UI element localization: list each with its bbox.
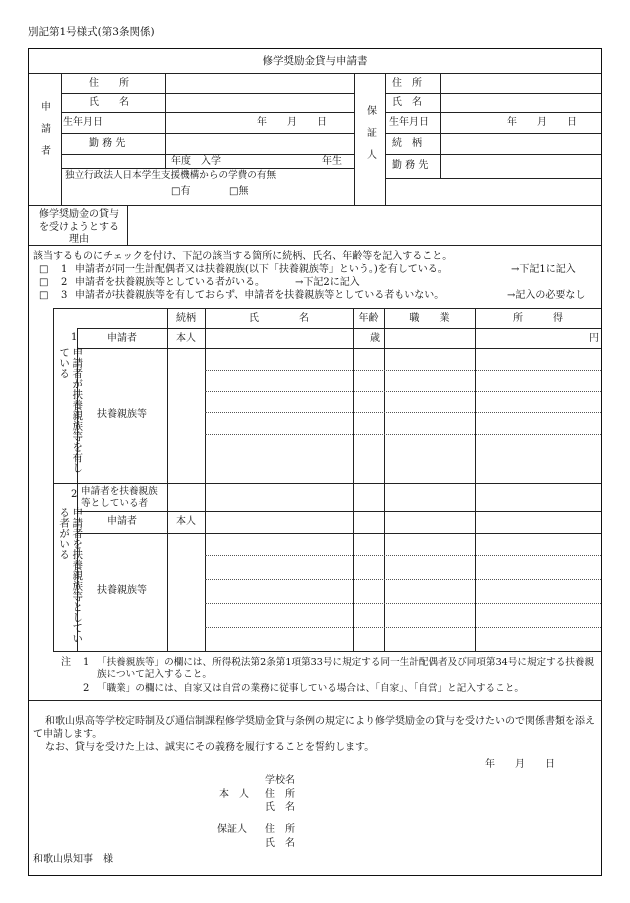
option-1-num: 1 [61, 264, 68, 275]
col-relation-header: 続柄 [176, 313, 196, 324]
option-3-arrow: →記入の必要なし [507, 290, 586, 301]
addressee: 和歌山県知事 様 [33, 854, 113, 865]
option-3-num: 3 [61, 290, 68, 301]
applicant-grade: 年生 [322, 156, 342, 167]
applicant-birth-label: 生年月日 [63, 117, 103, 128]
guarantor-sign-name-label: 氏 名 [265, 838, 295, 849]
applicant-section-label: 申請者 [38, 101, 50, 167]
option-1-arrow: →下記1に記入 [511, 264, 576, 275]
form-frame [28, 48, 602, 876]
applicant-name-label: 氏 名 [89, 97, 129, 108]
form-id: 別記第1号様式(第3条関係) [28, 26, 155, 38]
section1-label: 申請者が扶養親族等を有している [58, 347, 84, 473]
option-2-num: 2 [61, 277, 68, 288]
form-title: 修学奨励金貸与申請書 [262, 55, 368, 67]
self-label: 本 人 [219, 789, 249, 800]
section2-self: 本人 [176, 516, 196, 527]
note-1-num: 1 [83, 657, 90, 668]
section2-label: 申請者を扶養親族等としている者がいる [58, 507, 84, 644]
option-3-text: 申請者が扶養親族等を有しておらず、申請者を扶養親族等としている者もいない。 [75, 290, 445, 301]
reason-label: 修学奨励金の貸与を受けようとする理由 [39, 209, 119, 245]
jasso-no-checkbox[interactable]: □無 [229, 186, 249, 197]
jasso-label: 独立行政法人日本学生支援機構からの学費の有無 [65, 170, 277, 181]
declaration-p1: 和歌山県高等学校定時制及び通信制課程修学奨励金貸与条例の規定により修学奨励金の貸与を受けたいので関係書類を添えて申請します。 [33, 716, 595, 740]
self-name-label: 氏 名 [265, 802, 295, 813]
guarantor-sign-label: 保証人 [217, 824, 247, 835]
option-2-text: 申請者を扶養親族等としている者がいる。 [75, 277, 265, 288]
applicant-workplace-label: 勤 務 先 [89, 138, 126, 149]
note-2-text: 「職業」の欄には、自家又は自営の業務に従事している場合は、「自家」、「自営」と記入すること。 [97, 683, 524, 694]
school-name-label: 学校名 [265, 775, 295, 786]
option-3-checkbox[interactable]: □ [39, 290, 49, 301]
option-2-arrow: →下記2に記入 [295, 277, 360, 288]
applicant-address-label: 住 所 [89, 78, 129, 89]
instruction-intro: 該当するものにチェックを付け、下記の該当する箇所に続柄、氏名、年齢等を記入すること。 [33, 251, 453, 262]
section1-applicant-label: 申請者 [107, 333, 137, 344]
section1-income-unit: 円 [589, 333, 599, 344]
guarantor-sign-address-label: 住 所 [265, 824, 295, 835]
note-label: 注 [61, 657, 71, 668]
guarantor-section-label: 保証人 [364, 105, 376, 171]
section1-self: 本人 [176, 333, 196, 344]
col-name-header: 氏 名 [249, 313, 309, 324]
declaration-p2: なお、貸与を受けた上は、誠実にその義務を履行することを誓約します。 [45, 742, 375, 753]
section2-applicant-label: 申請者 [107, 516, 137, 527]
applicant-admission-year: 年度 入学 [171, 156, 221, 167]
note-2-num: 2 [83, 683, 90, 694]
guarantor-name-label: 氏 名 [392, 97, 422, 108]
col-job-header: 職 業 [409, 313, 450, 324]
declaration-date: 年 月 日 [485, 759, 555, 770]
section1-num: 1 [71, 332, 78, 343]
guarantor-workplace-label: 勤 務 先 [392, 160, 429, 171]
col-income-header: 所 得 [513, 313, 563, 324]
guarantor-birth-label: 生年月日 [389, 117, 429, 128]
guarantor-birth-fill: 年 月 日 [507, 117, 577, 128]
section2-num: 2 [71, 489, 78, 500]
option-1-text: 申請者が同一生計配偶者又は扶養親族(以下「扶養親族等」という。)を有している。 [75, 264, 448, 275]
option-2-checkbox[interactable]: □ [39, 277, 49, 288]
col-age-header: 年齢 [358, 313, 379, 324]
guarantor-address-label: 住 所 [392, 78, 422, 89]
note-1-text: 「扶養親族等」の欄には、所得税法第2条第1項第33号に規定する同一生計配偶者及び同項第34号に規定する扶養親族について記入すること。 [97, 657, 595, 680]
jasso-yes-checkbox[interactable]: □有 [171, 186, 191, 197]
self-address-label: 住 所 [265, 789, 295, 800]
section1-age-unit: 歳 [370, 333, 380, 344]
section2-supporter-label: 申請者を扶養親族等としている者 [81, 486, 158, 509]
option-1-checkbox[interactable]: □ [39, 264, 49, 275]
section2-dependents-label: 扶養親族等 [97, 585, 147, 596]
applicant-birth-fill: 年 月 日 [257, 117, 327, 128]
section1-dependents-label: 扶養親族等 [97, 409, 147, 420]
guarantor-relation-label: 続 柄 [392, 138, 422, 149]
